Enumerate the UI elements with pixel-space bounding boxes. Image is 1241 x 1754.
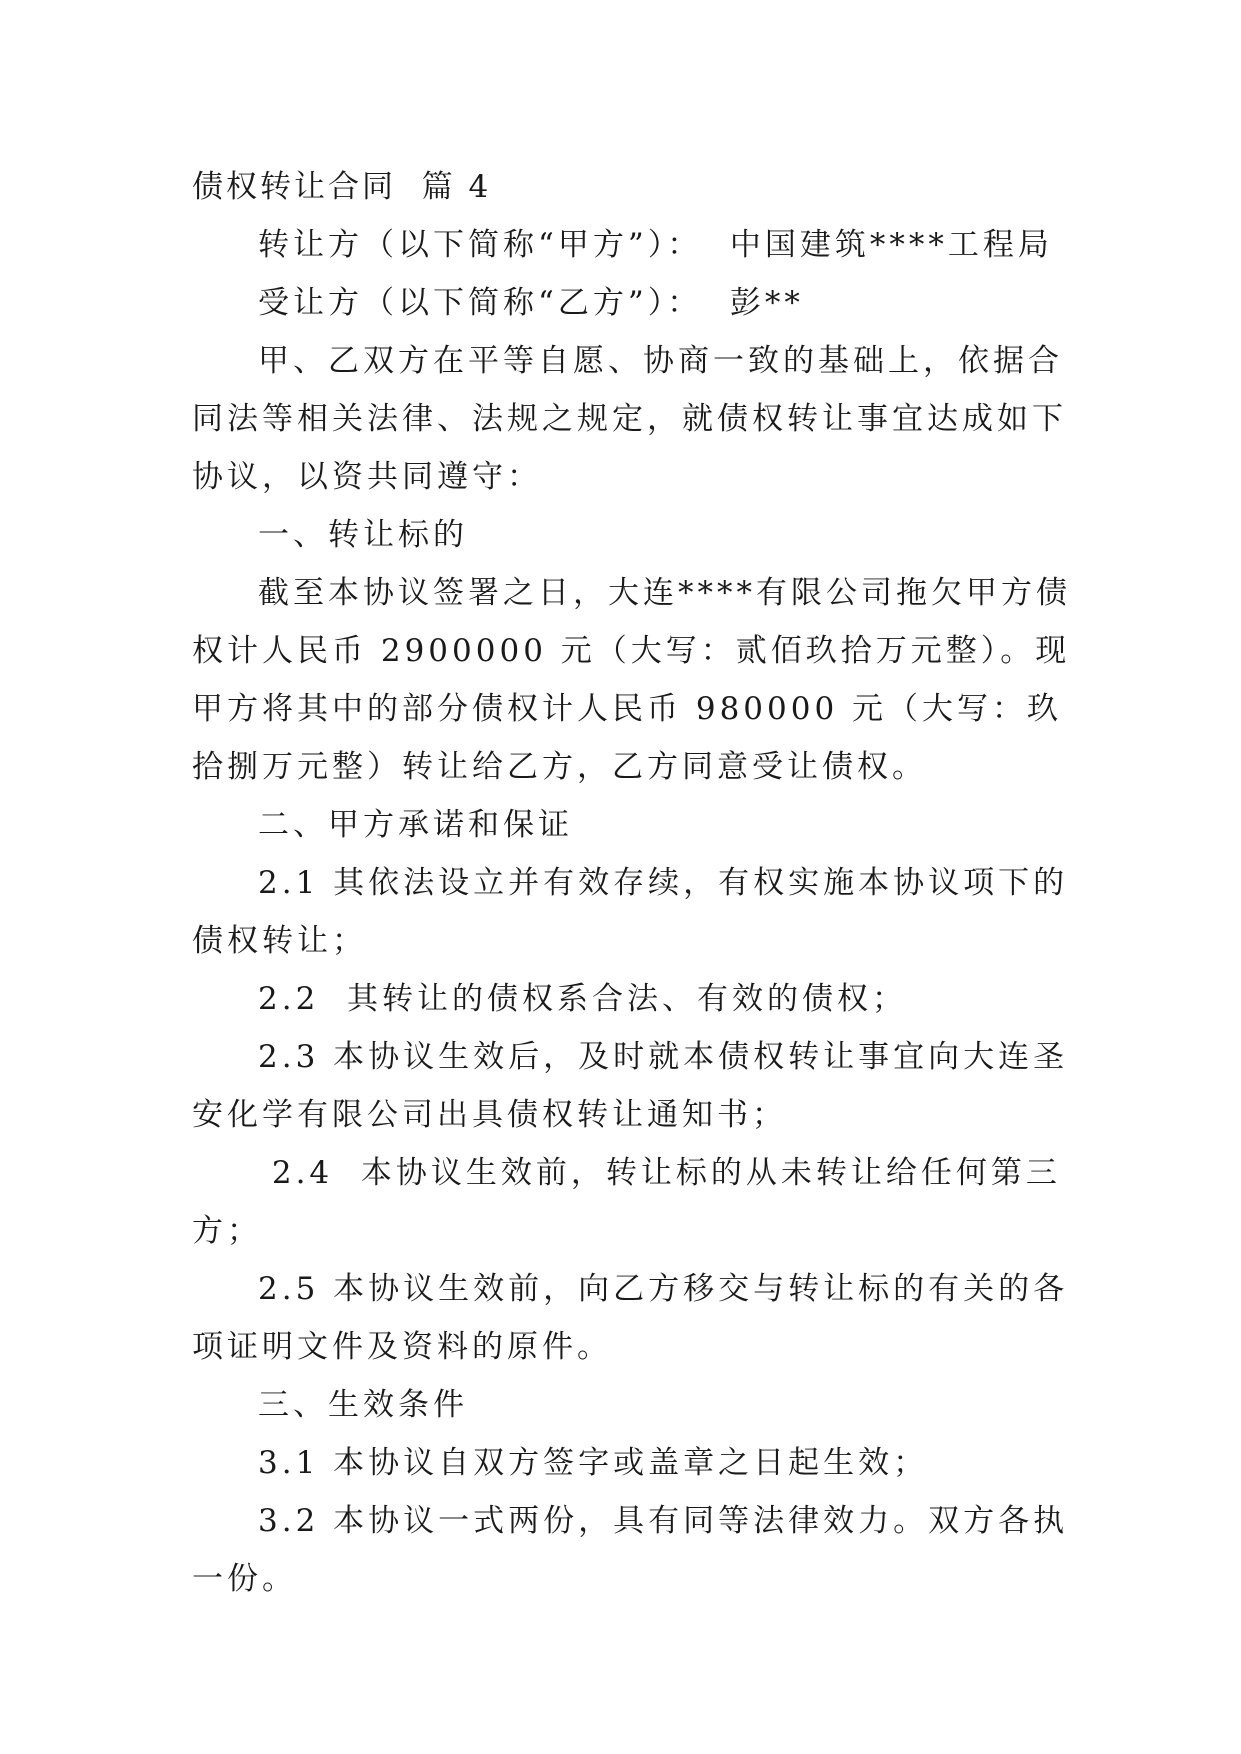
section-heading-2: 二、甲方承诺和保证 xyxy=(258,807,573,843)
paragraph-preamble: 甲、乙双方在平等自愿、协商一致的基础上，依据合同法等相关法律、法规之规定，就债权转让事宜达成如下协议，以资共同遵守： xyxy=(192,343,1067,495)
paragraph-transferee: 受让方（以下简称“乙方”）： 彭** xyxy=(258,285,804,321)
document-body xyxy=(192,158,1072,1608)
clause-2-3: 2.3 本协议生效后，及时就本债权转让事宜向大连圣安化学有限公司出具债权转让通知书； xyxy=(192,1039,1069,1133)
clause-2-4: 2.4 本协议生效前，转让标的从未转让给任何第三方； xyxy=(192,1155,1061,1249)
clause-2-2: 2.2 其转让的债权系合法、有效的债权； xyxy=(258,981,908,1017)
section-heading-3: 三、生效条件 xyxy=(258,1387,468,1423)
paragraph-subject: 截至本协议签署之日，大连****有限公司拖欠甲方债权计人民币 2900000 元（大写：贰佰玖拾万元整）。现甲方将其中的部分债权计人民币 980000 元（大写：玖拾捌万元整）转让给乙方，乙方同意受让债权。 xyxy=(192,575,1071,785)
paragraph-transferor: 转让方（以下简称“甲方”）： 中国建筑****工程局 xyxy=(258,227,1053,263)
section-heading-1: 一、转让标的 xyxy=(258,517,468,553)
clause-3-1: 3.1 本协议自双方签字或盖章之日起生效； xyxy=(258,1445,929,1481)
document-title: 债权转让合同 篇 4 xyxy=(192,169,492,205)
clause-2-5: 2.5 本协议生效前，向乙方移交与转让标的有关的各项证明文件及资料的原件。 xyxy=(192,1271,1069,1365)
clause-3-2: 3.2 本协议一式两份，具有同等法律效力。双方各执一份。 xyxy=(192,1503,1069,1597)
clause-2-1: 2.1 其依法设立并有效存续，有权实施本协议项下的债权转让； xyxy=(192,865,1069,959)
